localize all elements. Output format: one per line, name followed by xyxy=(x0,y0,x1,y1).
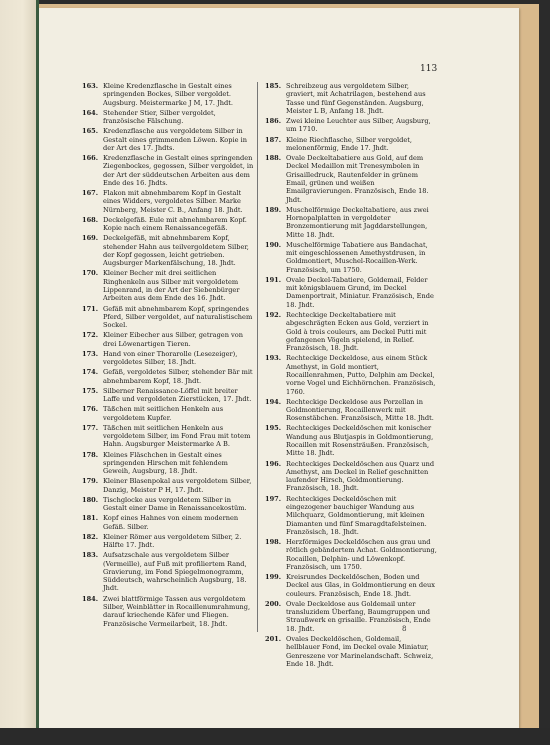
entry-number: 186. xyxy=(265,117,282,126)
catalog-entry xyxy=(82,269,254,302)
entry-text: Rechteckige Deckeldose, aus einem Stück Amethyst, in Gold montiert, Rocaillenrahmen, Putto, Delphin am Deckel, vorne Vogel und Eichhörnchen. Französisch, 1760. xyxy=(286,354,436,396)
entry-text: Deckelgefäß. Eule mit abnehmbarem Kopf. Kopie nach einem Renaissancegefäß. xyxy=(103,215,247,233)
catalog-entry xyxy=(82,216,254,233)
entry-number: 174. xyxy=(82,368,99,377)
catalog-entry xyxy=(82,405,254,422)
entry-text: Kleiner Römer aus vergoldetem Silber, 2. Hälfte 17. Jhdt. xyxy=(103,532,242,550)
catalog-entry xyxy=(82,496,254,513)
entry-text: Aufsatzschale aus vergoldetem Silber (Vermeille), auf Fuß mit profiliertem Rand, Gravierung, im Fond Spiegelmonogramm, Süddeutsch, wahrscheinlich Augsburg, 18. Jhdt. xyxy=(103,551,247,593)
entry-number: 201. xyxy=(265,634,282,643)
entry-text: Kleiner Eibecher aus Silber, getragen von drei Löwenartigen Tieren. xyxy=(103,331,243,348)
entry-number: 178. xyxy=(82,450,99,459)
catalog-entry xyxy=(82,331,254,348)
entry-text: Ovale Deckeltabatiere aus Gold, auf dem Deckel Medaillon mit Trenesymbolen in Grisailledruck, Rautenfelder in grünem Email, grünen und weißen Emailgravierungen. Französisch, Ende 18. Jhdt. xyxy=(286,154,429,204)
entry-number: 163. xyxy=(82,82,99,90)
entry-number: 188. xyxy=(265,154,282,163)
entry-text: Kleine Kredenzflasche in Gestalt eines springenden Bockes, Silber vergoldet. Augsburg. Meistermarke J M, 17. Jhdt. xyxy=(103,82,233,107)
entry-number: 196. xyxy=(265,459,282,468)
entry-number: 184. xyxy=(82,594,99,603)
entry-number: 171. xyxy=(82,304,99,313)
right-column xyxy=(265,82,437,670)
entry-number: 168. xyxy=(82,215,99,224)
entry-number: 179. xyxy=(82,477,99,486)
entry-text: Tischglocke aus vergoldetem Silber in Gestalt einer Dame in Renaissancekostüm. xyxy=(103,495,247,513)
catalog-entry xyxy=(265,241,437,274)
entry-text: Hand von einer Thorarolle (Lesezeiger), vergoldetes Silber, 18. Jhdt. xyxy=(103,349,238,367)
entry-text: Kredenzflasche in Gestalt eines springenden Ziegenbockes, gegossen, Silber vergoldet, in der Art der süddeutschen Arbeiten aus dem Ende des 16. Jhdts. xyxy=(103,154,254,187)
entry-number: 194. xyxy=(265,397,282,406)
entry-text: Deckelgefäß, mit abnehmbarem Kopf, stehender Hahn aus teilvergoldetem Silber, der Kopf gegossen, leicht getrieben. Augsburger Markenfälschung, 18. Jhdt. xyxy=(103,234,249,268)
catalog-entry xyxy=(82,424,254,449)
catalog-entry xyxy=(265,276,437,309)
entry-number: 189. xyxy=(265,205,282,214)
catalog-entry xyxy=(82,533,254,550)
entry-number: 185. xyxy=(265,82,282,90)
entry-number: 195. xyxy=(265,424,282,433)
entry-number: 193. xyxy=(265,354,282,363)
entry-number: 176. xyxy=(82,405,99,414)
entry-number: 187. xyxy=(265,135,282,144)
entry-number: 200. xyxy=(265,599,282,608)
catalog-entry xyxy=(265,398,437,423)
entry-text: Stehender Stier, Silber vergoldet, französische Fälschung. xyxy=(103,108,216,126)
catalog-entry xyxy=(265,424,437,457)
catalog-entry xyxy=(265,495,437,536)
entry-number: 191. xyxy=(265,275,282,284)
entry-text: Ovales Deckeldöschen, Goldemail, hellblauer Fond, im Deckel ovale Miniatur, Genreszene vor Marinelandschaft. Schweiz, Ende 18. Jhdt. xyxy=(286,634,434,668)
scan-background xyxy=(0,728,550,745)
catalog-entry xyxy=(82,350,254,367)
catalog-entry xyxy=(265,573,437,598)
entry-number: 170. xyxy=(82,269,99,278)
entry-text: Rechteckige Deckeldose aus Porzellan in Goldmontierung, Rocaillenwerk mit Rosenstäbchen. Französisch, Mitte 18. Jhdt. xyxy=(286,397,434,423)
entry-text: Ovale Deckel-Tabatiere, Goldemail, Felder mit königsblauem Grund, im Deckel Damenportrait, Miniatur. Französisch, Ende 18. Jhdt. xyxy=(286,275,434,309)
catalog-entry xyxy=(82,82,254,107)
entry-number: 166. xyxy=(82,154,99,163)
column-divider xyxy=(257,82,258,632)
catalog-entry xyxy=(82,234,254,267)
entry-number: 167. xyxy=(82,189,99,198)
entry-number: 175. xyxy=(82,386,99,395)
signature-mark: 8 xyxy=(402,625,407,633)
entry-text: Rechteckiges Deckeldöschen aus Quarz und Amethyst, am Deckel in Relief geschnitten laufender Hirsch, Goldmontierung. Französisch, 18. Jhdt. xyxy=(286,459,435,493)
entry-number: 181. xyxy=(82,514,99,523)
left-column xyxy=(82,82,254,630)
entry-text: Kopf eines Hahnes von einem modernen Gefäß. Silber. xyxy=(103,514,239,531)
entry-number: 165. xyxy=(82,127,99,136)
entry-number: 177. xyxy=(82,423,99,432)
entry-text: Gefäß, vergoldetes Silber, stehender Bär mit abnehmbarem Kopf, 18. Jhdt. xyxy=(103,368,253,385)
entry-text: Kleines Fläschchen in Gestalt eines springenden Hirschen mit fehlendem Geweih, Augsburg, 18. Jhdt. xyxy=(103,450,228,476)
catalog-entry xyxy=(265,82,437,115)
entry-text: Schreibzeug aus vergoldetem Silber, graviert, mit Achatrilagen, bestehend aus Tasse und fünf Gegenständen. Augsburg, Meister L B, Anfang 18. Jhdt. xyxy=(286,82,426,115)
entry-text: Zwei kleine Leuchter aus Silber, Augsburg, um 1710. xyxy=(286,117,431,134)
entry-text: Täßchen mit seitlichen Henkeln aus vergoldetem Kupfer. xyxy=(103,405,224,422)
entry-text: Rechteckiges Deckeldöschen mit eingezogener bauchiger Wandung aus Milchquarz, Goldmontierung, mit kleinen Diamanten und fünf Smaragdtafelsteinen. Französisch, 18. Jhdt. xyxy=(286,494,427,536)
entry-number: 169. xyxy=(82,234,99,243)
entry-text: Täßchen mit seitlichen Henkeln aus vergoldetem Silber, im Fond Frau mit totem Hahn. Augsburger Meistermarke A B. xyxy=(103,423,251,449)
entry-number: 173. xyxy=(82,349,99,358)
catalog-entry xyxy=(82,477,254,494)
entry-text: Ovale Deckeldose aus Goldemail unter transluzidem Überfang, Baumgruppen und Straußwerk en grisaille. Französisch, Ende 18. Jhdt. xyxy=(286,599,431,633)
catalog-entry xyxy=(265,117,437,134)
entry-number: 192. xyxy=(265,310,282,319)
catalog-entry xyxy=(82,305,254,330)
catalog-entry xyxy=(265,635,437,668)
entry-text: Herzförmiges Deckeldöschen aus grau und rötlich gebändertem Achat. Goldmontierung, Rocaillen, Delphin- und Löwenkopf. Französisch, um 1750. xyxy=(286,538,437,571)
entry-text: Silberner Renaissance-Löffel mit breiter Laffe und vergoldeten Zierstücken, 17. Jhdt. xyxy=(103,386,252,404)
catalog-entry xyxy=(265,460,437,493)
catalog-entry xyxy=(82,127,254,152)
entry-text: Kleiner Becher mit drei seitlichen Ringhenkeln aus Silber mit vergoldetem Lippenrand, in der Art der Siebenbürger Arbeiten aus dem Ende des 16. Jhdt. xyxy=(103,269,240,303)
adjacent-page-edge xyxy=(0,0,38,745)
catalog-entry xyxy=(82,595,254,628)
entry-text: Rechteckige Deckeltabatiere mit abgeschrägten Ecken aus Gold, verziert in Gold à trois couleurs, am Deckel Putti mit gefangenen Vögeln spielend, in Relief. Französisch, 18. Jhdt. xyxy=(286,310,429,353)
entry-number: 180. xyxy=(82,495,99,504)
entry-text: Flakon mit abnehmbarem Kopf in Gestalt eines Widders, vergoldetes Silber. Marke Nürnberg, Meister C. B., Anfang 18. Jhdt. xyxy=(103,189,243,214)
catalog-entry xyxy=(82,451,254,476)
entry-number: 198. xyxy=(265,538,282,547)
catalog-entry xyxy=(265,311,437,352)
entry-number: 199. xyxy=(265,573,282,582)
entry-text: Gefäß mit abnehmbarem Kopf, springendes Pferd, Silber vergoldet, auf naturalistischem Sockel. xyxy=(103,304,253,330)
catalog-entry xyxy=(265,538,437,571)
entry-text: Muschelförmige Tabatiere aus Bandachat, mit eingeschlossenen Amethystdrusen, in Goldmontiert, Muschel-Rocaillen-Werk. Französisch, um 1750. xyxy=(286,240,428,274)
catalog-entry xyxy=(82,109,254,126)
catalog-entry xyxy=(82,514,254,531)
catalog-entry xyxy=(82,368,254,385)
entry-text: Rechteckiges Deckeldöschen mit konischer Wandung aus Blutjaspis in Goldmontierung, Rocaillen mit Rosensträußen. Französisch, Mitte 18. Jhdt. xyxy=(286,424,434,458)
entry-number: 164. xyxy=(82,108,99,117)
entry-number: 183. xyxy=(82,551,99,560)
catalog-entry xyxy=(82,154,254,187)
catalog-entry xyxy=(265,154,437,204)
entry-text: Kleine Riechflasche, Silber vergoldet, melonenförmig, Ende 17. Jhdt. xyxy=(286,135,413,152)
entry-text: Muschelförmige Deckeltabatiere, aus zwei Hornopalplatten in vergoldeter Bronzemontierung mit Jagddarstellungen, Mitte 18. Jhdt. xyxy=(286,205,429,239)
catalog-entry xyxy=(82,387,254,404)
entry-number: 172. xyxy=(82,331,99,340)
catalog-entry xyxy=(265,600,437,633)
entry-number: 190. xyxy=(265,240,282,249)
entry-text: Zwei blattförmige Tassen aus vergoldetem Silber, Weinblätter in Rocaillenumrahmung, darauf kriechende Käfer und Fliegen. Französische Vermeilarbeit, 18. Jhdt. xyxy=(103,594,251,628)
entry-text: Kreisrundes Deckeldöschen, Boden und Deckel aus Glas, in Goldmontierung en deux couleurs. Französisch, Ende 18. Jhdt. xyxy=(286,573,435,598)
entry-text: Kleiner Blasenpokal aus vergoldetem Silber, Danzig, Meister P H, 17. Jhdt. xyxy=(103,477,252,494)
page-number: 113 xyxy=(420,64,438,74)
catalog-entry xyxy=(82,551,254,592)
entry-number: 197. xyxy=(265,494,282,503)
catalog-entry xyxy=(265,136,437,153)
entry-number: 182. xyxy=(82,532,99,541)
catalog-entry xyxy=(265,206,437,239)
catalog-entry xyxy=(265,354,437,395)
catalog-entry xyxy=(82,189,254,214)
entry-text: Kredenzflasche aus vergoldetem Silber in Gestalt eines grimmenden Löwen. Kopie in der Art des 17. Jhdts. xyxy=(103,127,247,152)
